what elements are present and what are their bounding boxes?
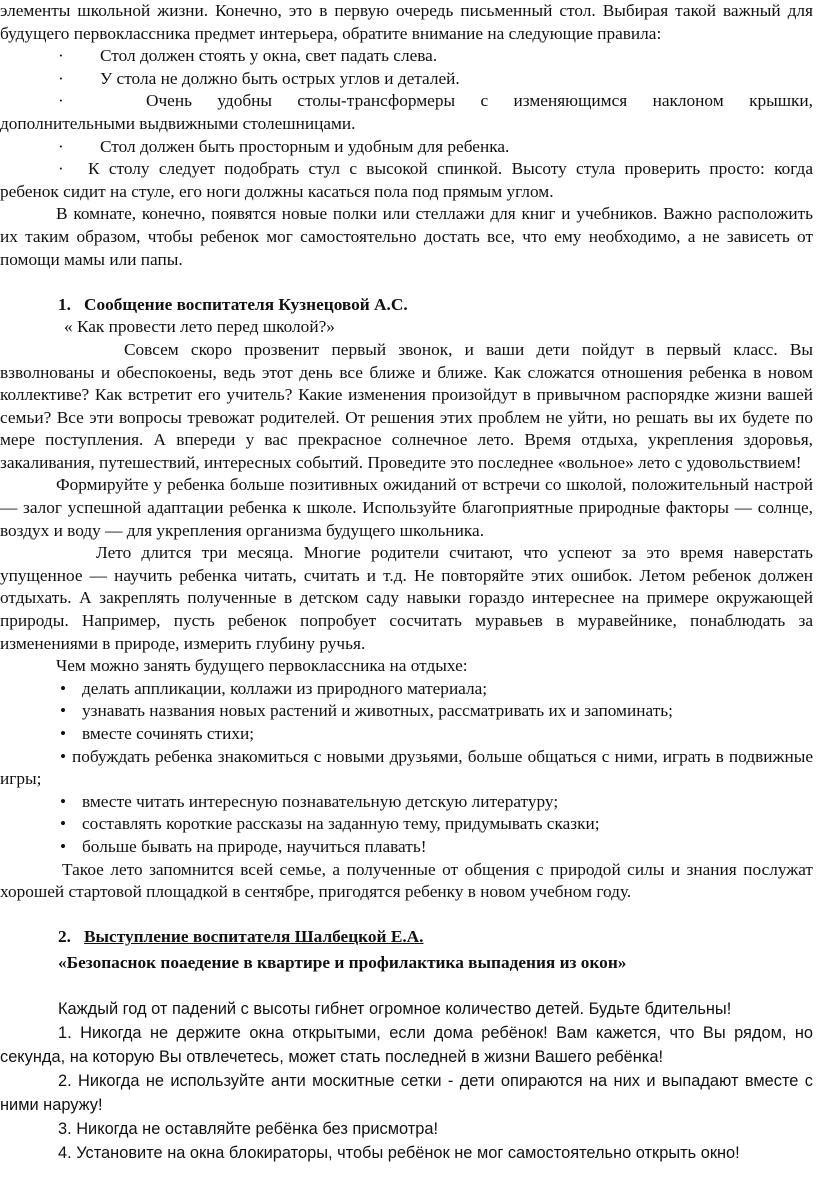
list-intro: Чем можно занять будущего первоклассника на отдыхе: [56, 656, 468, 676]
section-heading [0, 294, 813, 317]
rule-text: Стол должен стоять у окна, свет падать слева. [100, 46, 438, 66]
rule-text: Очень удобны столы-трансформеры с изменяющимся наклоном крышки, дополнительными выдвижными столешницами. [0, 91, 813, 133]
bullet-marker: • [60, 724, 67, 743]
activities-list [0, 678, 813, 859]
rule-item [0, 45, 813, 68]
rule-item [0, 90, 813, 135]
intro-paragraph-2: В комнате, конечно, появятся новые полки или стеллажи для книг и учебников. Важно расположить их таким образом, чтобы ребенок мог самостоятельно достать все, что ему необходимо, а не зависеть от помощи мамы или папы. [0, 204, 813, 269]
closing-paragraph: Такое лето запомнится всей семье, а полученные от общения с природой силы и знания послужат хорошей стартовой площадкой в сентябре, пригодятся ребенку в новом учебном году. [0, 859, 813, 902]
list-item [0, 746, 813, 791]
rule-text: К столу следует подобрать стул с высокой спинкой. Высоту стула проверить просто: когда ребенок сидит на стуле, его ноги должны касаться пола под прямым углом. [0, 159, 813, 201]
bullet-marker: • [60, 836, 67, 856]
rule-marker: · [58, 46, 64, 66]
list-item-text: делать аппликации, коллажи из природного материала; [82, 678, 488, 698]
section-subtitle: «Безопаснок поаедение в квартире и профилактика выпадения из окон» [58, 952, 627, 972]
rule-marker: · [58, 136, 64, 156]
bullet-marker: • [60, 678, 67, 698]
list-item [0, 678, 813, 701]
list-item-text: больше бывать на природе, научиться плавать! [82, 836, 427, 856]
intro-paragraph: элементы школьной жизни. Конечно, это в первую очередь письменный стол. Выбирая такой важный для будущего первоклассника предмет интерьера, обратите внимание на следующие правила: [0, 1, 813, 43]
section-subtitle: « Как провести лето перед школой?» [64, 317, 335, 337]
list-item-text: вместе сочинять стихи; [82, 724, 255, 743]
rule-item [0, 136, 813, 159]
list-item [0, 791, 813, 814]
safety-block [0, 997, 813, 1165]
body-paragraph: Лето длится три месяца. Многие родители считают, что успеют за это время наверстать упущенное — научить ребенка читать, считать и т.д. Не повторяйте этих ошибок. Летом ребенок должен отдыхать. А закреплять полученные в детском саду навыки гораздо интереснее на примере окружающей природы. Например, пусть ребенок попробует сосчитать муравьев в муравейнике, понаблюдать за изменениями в природе, измерить глубину ручья. [0, 543, 813, 653]
rule-marker: · [58, 159, 64, 179]
bullet-marker: • [60, 701, 67, 721]
section-heading [0, 926, 813, 949]
body-paragraph: Совсем скоро прозвенит первый звонок, и ваши дети пойдут в первый класс. Вы взволнованы и обеспокоены, ведь этот день все ближе и ближе. Как сложатся отношения ребенка в новом коллективе? Как встретит его учитель? Какие изменения произойдут в привычном распорядке жизни вашей семьи? Все эти вопросы тревожат родителей. От решения этих проблем не уйти, но решать вы их будете по мере поступления. А впереди у вас прекрасное солнечное лето. Время отдыха, укрепления здоровья, закаливания, путешествий, интересных событий. Проведите это последнее «вольное» лето с удовольствием! [0, 339, 813, 472]
section-title: Выступление воспитателя Шалбецкой Е.А. [84, 927, 424, 947]
safety-item: 1. Никогда не держите окна открытыми, если дома ребёнок! Вам кажется, что Вы рядом, но секунда, на которую Вы отвлечетесь, может стать последней в жизни Вашего ребёнка! [0, 1024, 813, 1067]
body-paragraph: Формируйте у ребенка больше позитивных ожиданий от встречи со школой, положительный настрой — залог успешной адаптации ребенка к школе. Используйте благоприятные природные факторы — солнце, воздух и воду — для укрепления организма будущего школьника. [0, 475, 813, 540]
section-number: 2. [58, 927, 71, 947]
list-item-text: составлять короткие рассказы на заданную тему, придумывать сказки; [82, 814, 600, 834]
safety-item: 2. Никогда не используйте анти москитные сетки - дети опираются на них и выпадают вместе с ними наружу! [0, 1072, 813, 1115]
list-item [0, 723, 813, 746]
safety-item: 3. Никогда не оставляйте ребёнка без присмотра! [58, 1120, 439, 1139]
rule-item [0, 68, 813, 91]
rule-item [0, 158, 813, 203]
section-title: Сообщение воспитателя Кузнецовой А.С. [84, 294, 408, 314]
rule-marker: · [58, 68, 64, 88]
list-item-text: вместе читать интересную познавательную детскую литературу; [82, 791, 559, 811]
list-item [0, 700, 813, 723]
bullet-marker: • [60, 746, 67, 766]
list-item-text: побуждать ребенка знакомиться с новыми друзьями, больше общаться с ними, играть в подвижные игры; [0, 746, 813, 789]
section-number: 1. [58, 294, 71, 314]
safety-item: 4. Установите на окна блокираторы, чтобы ребёнок не мог самостоятельно открыть окно! [58, 1144, 740, 1163]
list-item [0, 813, 813, 836]
list-item [0, 836, 813, 859]
rule-text: Стол должен быть просторным и удобным для ребенка. [100, 136, 510, 156]
rules-list [0, 45, 813, 203]
bullet-marker: • [60, 791, 67, 811]
rule-marker: · [58, 91, 64, 111]
bullet-marker: • [60, 814, 67, 834]
safety-intro: Каждый год от падений с высоты гибнет огромное количество детей. Будьте бдительны! [58, 1000, 732, 1019]
rule-text: У стола не должно быть острых углов и деталей. [100, 68, 460, 88]
list-item-text: узнавать названия новых растений и животных, рассматривать их и запоминать; [82, 701, 673, 721]
